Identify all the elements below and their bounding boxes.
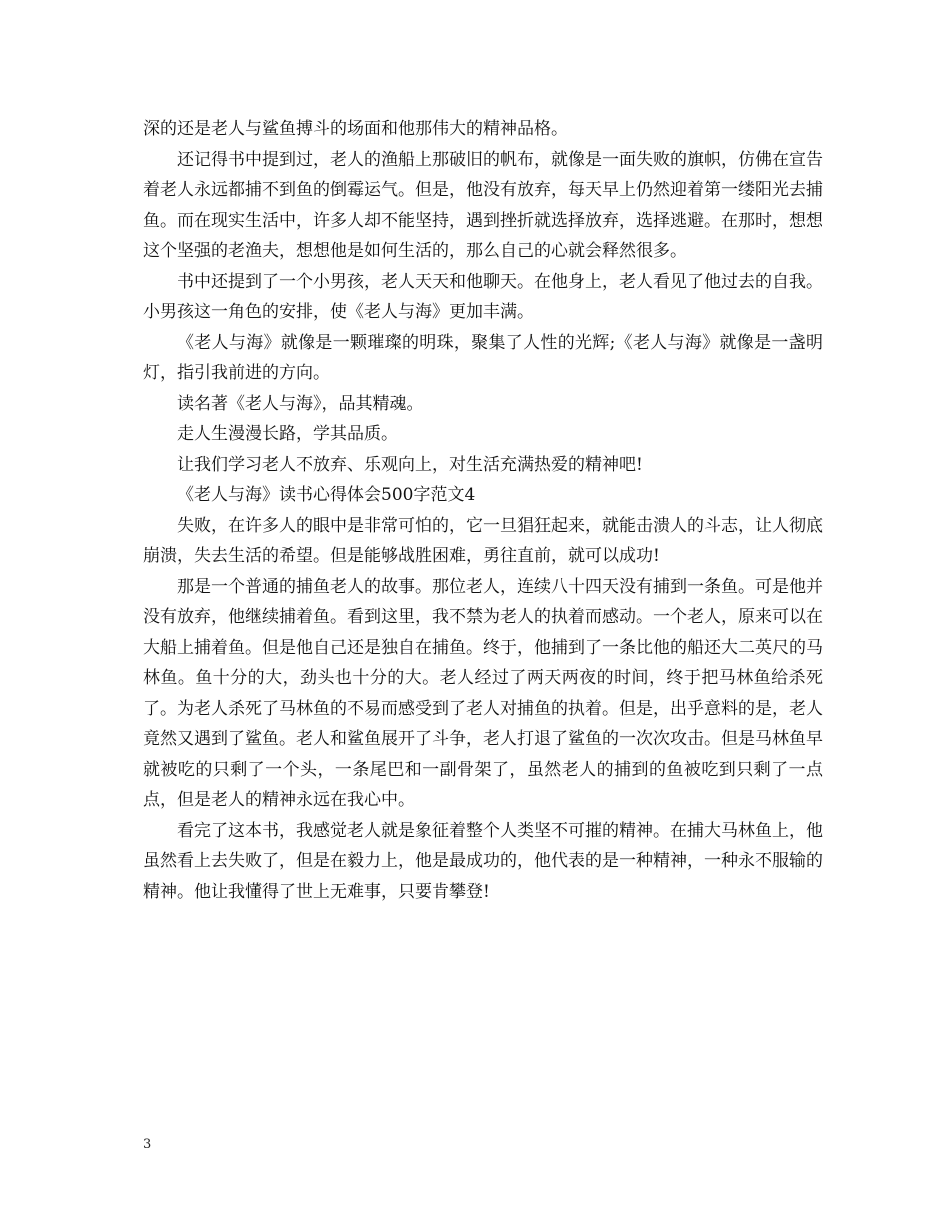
paragraph-6: 走人生漫漫长路，学其品质。 bbox=[177, 424, 398, 444]
paragraph-10: 那是一个普通的捕鱼老人的故事。那位老人，连续八十四天没有捕到一条鱼。可是他并没有放弃，他继续捕着鱼。看到这里，我不禁为老人的执着而感动。一个老人，原来可以在大船上捕着鱼。但是他自己还是独自在捕鱼。终于，他捕到了一条比他的船还大二英尺的马林鱼。鱼十分的大，劲头也十分的大。老人经过了两天两夜的时间，终于把马林鱼给杀死了。为老人杀死了马林鱼的不易而感受到了老人对捕鱼的执着。但是，出乎意料的是，老人竟然又遇到了鲨鱼。老人和鲨鱼展开了斗争，老人打退了鲨鱼的一次次攻击。但是马林鱼早就被吃的只剩了一个头，一条尾巴和一副骨架了，虽然老人的捕到的鱼被吃到只剩了一点点，但是老人的精神永远在我心中。 bbox=[143, 576, 823, 810]
paragraph-3: 书中还提到了一个小男孩，老人天天和他聊天。在他身上，老人看见了他过去的自我。小男孩这一角色的安排，使《老人与海》更加丰满。 bbox=[143, 271, 823, 322]
paragraph-9: 失败，在许多人的眼中是非常可怕的，它一旦猖狂起来，就能击溃人的斗志，让人彻底崩溃，失去生活的希望。但是能够战胜困难，勇往直前，就可以成功! bbox=[143, 515, 823, 566]
paragraph-11: 看完了这本书，我感觉老人就是象征着整个人类坚不可摧的精神。在捕大马林鱼上，他虽然看上去失败了，但是在毅力上，他是最成功的，他代表的是一种精神，一种永不服输的精神。他让我懂得了世上无难事，只要肯攀登! bbox=[143, 820, 823, 902]
page-number: 3 bbox=[143, 1137, 152, 1152]
paragraph-4: 《老人与海》就像是一颗璀璨的明珠，聚集了人性的光辉;《老人与海》就像是一盏明灯，指引我前进的方向。 bbox=[143, 332, 823, 383]
paragraph-2: 还记得书中提到过，老人的渔船上那破旧的帆布，就像是一面失败的旗帜，仿佛在宣告着老人永远都捕不到鱼的倒霉运气。但是，他没有放弃，每天早上仍然迎着第一缕阳光去捕鱼。而在现实生活中，许多人却不能坚持，遇到挫折就选择放弃，选择逃避。在那时，想想这个坚强的老渔夫，想想他是如何生活的，那么自己的心就会释然很多。 bbox=[143, 149, 823, 261]
paragraph-5: 读名著《老人与海》，品其精魂。 bbox=[177, 393, 424, 414]
document-body bbox=[143, 114, 823, 907]
section-heading: 《老人与海》读书心得体会500字范文4 bbox=[177, 485, 476, 505]
paragraph-7: 让我们学习老人不放弃、乐观向上，对生活充满热爱的精神吧! bbox=[177, 454, 643, 475]
paragraph-1: 深的还是老人与鲨鱼搏斗的场面和他那伟大的精神品格。 bbox=[143, 119, 568, 139]
